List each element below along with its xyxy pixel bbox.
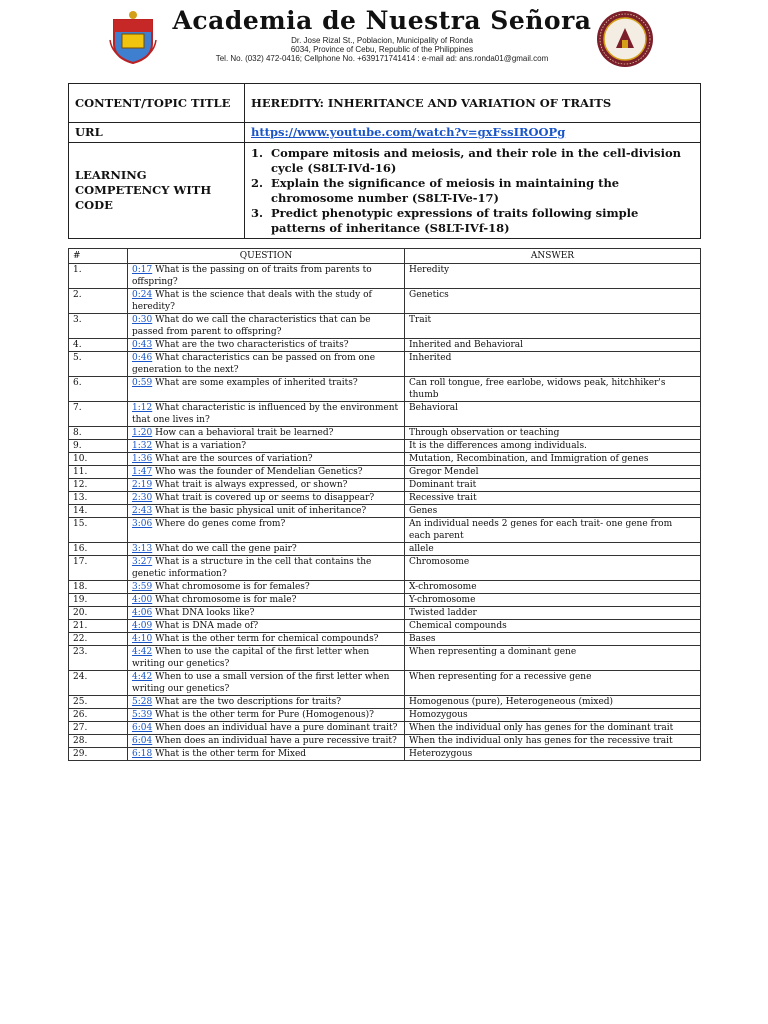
question-text: What DNA looks like? (155, 608, 255, 618)
row-number: 5. (69, 352, 128, 377)
row-number: 4. (69, 339, 128, 352)
question-cell (128, 518, 405, 543)
timestamp-link[interactable]: 4:09 (132, 621, 153, 631)
question-text: What is the other term for Mixed (155, 749, 307, 759)
question-text: What chromosome is for females? (155, 582, 310, 592)
timestamp-link[interactable]: 6:04 (132, 736, 153, 746)
answer-cell: Inherited (405, 352, 701, 377)
timestamp-link[interactable]: 1:47 (132, 467, 153, 477)
table-row (69, 671, 701, 696)
row-number: 16. (69, 543, 128, 556)
timestamp-link[interactable]: 4:10 (132, 634, 153, 644)
table-row (69, 440, 701, 453)
table-row (69, 722, 701, 735)
answer-cell: Heredity (405, 264, 701, 289)
table-row (69, 492, 701, 505)
competency-item: 1. Compare mitosis and meiosis, and their role in the cell-division cycle (S8LT-IVd-16) (251, 145, 681, 175)
table-row (69, 289, 701, 314)
video-url-link[interactable]: https://www.youtube.com/watch?v=gxFssIROOPg (251, 125, 566, 139)
timestamp-link[interactable]: 0:46 (132, 353, 153, 363)
question-text: What is the passing on of traits from parents to offspring? (132, 265, 372, 287)
row-number: 2. (69, 289, 128, 314)
timestamp-link[interactable]: 1:20 (132, 428, 153, 438)
question-text: What is DNA made of? (155, 621, 259, 631)
question-cell (128, 633, 405, 646)
table-row (69, 748, 701, 761)
table-row (69, 453, 701, 466)
answer-cell: Mutation, Recombination, and Immigration of genes (405, 453, 701, 466)
row-number: 25. (69, 696, 128, 709)
question-cell (128, 339, 405, 352)
row-number: 13. (69, 492, 128, 505)
question-text: When to use the capital of the first letter when writing our genetics? (132, 647, 370, 669)
question-cell (128, 696, 405, 709)
answer-cell: Y-chromosome (405, 594, 701, 607)
question-cell (128, 377, 405, 402)
answer-cell: It is the differences among individuals. (405, 440, 701, 453)
row-number: 17. (69, 556, 128, 581)
timestamp-link[interactable]: 1:36 (132, 454, 153, 464)
answer-cell: Genes (405, 505, 701, 518)
answer-cell: Homozygous (405, 709, 701, 722)
answer-cell: An individual needs 2 genes for each trait- one gene from each parent (405, 518, 701, 543)
question-cell (128, 289, 405, 314)
table-row (69, 607, 701, 620)
competency-label: LEARNING COMPETENCY WITH CODE (69, 143, 245, 239)
timestamp-link[interactable]: 2:30 (132, 493, 153, 503)
table-row (69, 556, 701, 581)
question-cell (128, 722, 405, 735)
answer-cell: When the individual only has genes for the recessive trait (405, 735, 701, 748)
answer-cell: Behavioral (405, 402, 701, 427)
row-number: 7. (69, 402, 128, 427)
timestamp-link[interactable]: 4:42 (132, 647, 153, 657)
timestamp-link[interactable]: 0:24 (132, 290, 153, 300)
row-number: 21. (69, 620, 128, 633)
row-number: 3. (69, 314, 128, 339)
row-number: 29. (69, 748, 128, 761)
row-number: 23. (69, 646, 128, 671)
topic-label: CONTENT/TOPIC TITLE (69, 84, 245, 123)
answer-cell: allele (405, 543, 701, 556)
question-text: What are some examples of inherited traits? (155, 378, 358, 388)
question-cell (128, 427, 405, 440)
table-row (69, 427, 701, 440)
timestamp-link[interactable]: 3:27 (132, 557, 153, 567)
competency-row (69, 143, 701, 239)
school-crest-logo (108, 10, 158, 64)
table-row (69, 377, 701, 402)
school-name: Academia de Nuestra Señora (172, 6, 592, 35)
question-cell (128, 466, 405, 479)
table-row (69, 633, 701, 646)
table-row (69, 505, 701, 518)
table-row (69, 314, 701, 339)
timestamp-link[interactable]: 0:43 (132, 340, 153, 350)
document-header (0, 0, 768, 72)
competency-list (251, 146, 694, 236)
timestamp-link[interactable]: 5:28 (132, 697, 153, 707)
question-cell (128, 453, 405, 466)
answer-cell: Gregor Mendel (405, 466, 701, 479)
row-number: 26. (69, 709, 128, 722)
row-number: 22. (69, 633, 128, 646)
answer-cell: When representing for a recessive gene (405, 671, 701, 696)
question-text: When does an individual have a pure dominant trait? (155, 723, 398, 733)
question-text: How can a behavioral trait be learned? (155, 428, 334, 438)
question-cell (128, 671, 405, 696)
table-row (69, 264, 701, 289)
row-number: 19. (69, 594, 128, 607)
row-number: 12. (69, 479, 128, 492)
question-cell (128, 352, 405, 377)
answer-cell: Trait (405, 314, 701, 339)
answer-cell: When representing a dominant gene (405, 646, 701, 671)
row-number: 15. (69, 518, 128, 543)
table-row (69, 696, 701, 709)
question-text: What are the two characteristics of traits? (155, 340, 349, 350)
topic-value: HEREDITY: INHERITANCE AND VARIATION OF TRAITS (245, 84, 701, 123)
question-cell (128, 594, 405, 607)
url-row (69, 123, 701, 143)
question-text: What is the other term for Pure (Homogenous)? (155, 710, 374, 720)
answer-cell: Chromosome (405, 556, 701, 581)
question-cell (128, 314, 405, 339)
row-number: 28. (69, 735, 128, 748)
question-text: What is the basic physical unit of inheritance? (155, 506, 367, 516)
question-text: What characteristics can be passed on from one generation to the next? (132, 353, 376, 375)
question-text: When to use a small version of the first letter when writing our genetics? (132, 672, 390, 694)
row-number: 14. (69, 505, 128, 518)
qa-table-body (69, 264, 701, 761)
timestamp-link[interactable]: 1:12 (132, 403, 153, 413)
timestamp-link[interactable]: 0:17 (132, 265, 153, 275)
timestamp-link[interactable]: 4:00 (132, 595, 153, 605)
question-text: When does an individual have a pure recessive trait? (155, 736, 397, 746)
table-row (69, 466, 701, 479)
question-cell (128, 492, 405, 505)
question-cell (128, 646, 405, 671)
row-number: 6. (69, 377, 128, 402)
table-row (69, 646, 701, 671)
answer-cell: X-chromosome (405, 581, 701, 594)
school-seal-logo (596, 10, 654, 68)
answer-cell: Genetics (405, 289, 701, 314)
question-text: What do we call the gene pair? (155, 544, 297, 554)
question-cell (128, 402, 405, 427)
table-row (69, 479, 701, 492)
question-text: What are the sources of variation? (155, 454, 313, 464)
question-text: Where do genes come from? (155, 519, 286, 529)
table-row (69, 581, 701, 594)
lesson-info-table (68, 83, 701, 239)
row-number: 20. (69, 607, 128, 620)
timestamp-link[interactable]: 1:32 (132, 441, 153, 451)
question-cell (128, 709, 405, 722)
question-text: What is the science that deals with the study of heredity? (132, 290, 372, 312)
timestamp-link[interactable]: 2:19 (132, 480, 153, 490)
question-cell (128, 607, 405, 620)
table-row (69, 594, 701, 607)
question-text: What do we call the characteristics that can be passed from parent to offspring? (132, 315, 371, 337)
address-line-1: Dr. Jose Rizal St., Poblacion, Municipality of Ronda (291, 36, 473, 45)
url-label: URL (69, 123, 245, 143)
timestamp-link[interactable]: 0:30 (132, 315, 153, 325)
table-row (69, 352, 701, 377)
question-text: What trait is covered up or seems to disappear? (155, 493, 375, 503)
question-text: What characteristic is influenced by the environment that one lives in? (132, 403, 399, 425)
question-cell (128, 264, 405, 289)
answer-cell: Bases (405, 633, 701, 646)
question-answer-table (68, 248, 701, 761)
timestamp-link[interactable]: 6:04 (132, 723, 153, 733)
timestamp-link[interactable]: 4:42 (132, 672, 153, 682)
row-number: 24. (69, 671, 128, 696)
competency-item: 2. Explain the significance of meiosis in maintaining the chromosome number (S8LT-IVe-17) (251, 175, 620, 205)
row-number: 11. (69, 466, 128, 479)
answer-cell: Inherited and Behavioral (405, 339, 701, 352)
table-row (69, 735, 701, 748)
address-line-2: 6034, Province of Cebu, Republic of the Philippines (290, 45, 474, 54)
question-text: What is a structure in the cell that contains the genetic information? (132, 557, 372, 579)
answer-column-header: ANSWER (405, 249, 701, 264)
question-cell (128, 620, 405, 633)
topic-row (69, 84, 701, 123)
answer-cell: When the individual only has genes for the dominant trait (405, 722, 701, 735)
num-column-header: # (69, 249, 128, 264)
timestamp-link[interactable]: 4:06 (132, 608, 153, 618)
question-text: What are the two descriptions for traits? (155, 697, 342, 707)
question-text: Who was the founder of Mendelian Genetics? (155, 467, 363, 477)
answer-cell: Dominant trait (405, 479, 701, 492)
question-text: What is the other term for chemical compounds? (155, 634, 379, 644)
table-header-row (69, 249, 701, 264)
answer-cell: Can roll tongue, free earlobe, widows peak, hitchhiker's thumb (405, 377, 701, 402)
competency-item: 3. Predict phenotypic expressions of traits following simple patterns of inheritance (S8LT-IVf-18) (251, 205, 639, 235)
question-cell (128, 748, 405, 761)
timestamp-link[interactable]: 0:59 (132, 378, 153, 388)
question-cell (128, 505, 405, 518)
question-cell (128, 479, 405, 492)
row-number: 1. (69, 264, 128, 289)
question-cell (128, 735, 405, 748)
table-row (69, 709, 701, 722)
row-number: 27. (69, 722, 128, 735)
answer-cell: Heterozygous (405, 748, 701, 761)
timestamp-link[interactable]: 2:43 (132, 506, 153, 516)
question-text: What trait is always expressed, or shown? (155, 480, 348, 490)
answer-cell: Chemical compounds (405, 620, 701, 633)
question-text: What chromosome is for male? (155, 595, 297, 605)
answer-cell: Through observation or teaching (405, 427, 701, 440)
answer-cell: Twisted ladder (405, 607, 701, 620)
row-number: 8. (69, 427, 128, 440)
question-text: What is a variation? (155, 441, 247, 451)
question-cell (128, 440, 405, 453)
table-row (69, 620, 701, 633)
answer-cell: Homogenous (pure), Heterogeneous (mixed) (405, 696, 701, 709)
timestamp-link[interactable]: 6:18 (132, 749, 153, 759)
question-cell (128, 543, 405, 556)
answer-cell: Recessive trait (405, 492, 701, 505)
contact-line: Tel. No. (032) 472-0416; Cellphone No. +639171741414 : e-mail ad: ans.ronda01@gmail.com (215, 54, 549, 63)
timestamp-link[interactable]: 5:39 (132, 710, 153, 720)
timestamp-link[interactable]: 3:06 (132, 519, 153, 529)
table-row (69, 339, 701, 352)
timestamp-link[interactable]: 3:59 (132, 582, 153, 592)
row-number: 10. (69, 453, 128, 466)
question-column-header: QUESTION (128, 249, 405, 264)
table-row (69, 518, 701, 543)
question-cell (128, 581, 405, 594)
table-row (69, 402, 701, 427)
row-number: 9. (69, 440, 128, 453)
question-cell (128, 556, 405, 581)
table-row (69, 543, 701, 556)
timestamp-link[interactable]: 3:13 (132, 544, 153, 554)
row-number: 18. (69, 581, 128, 594)
